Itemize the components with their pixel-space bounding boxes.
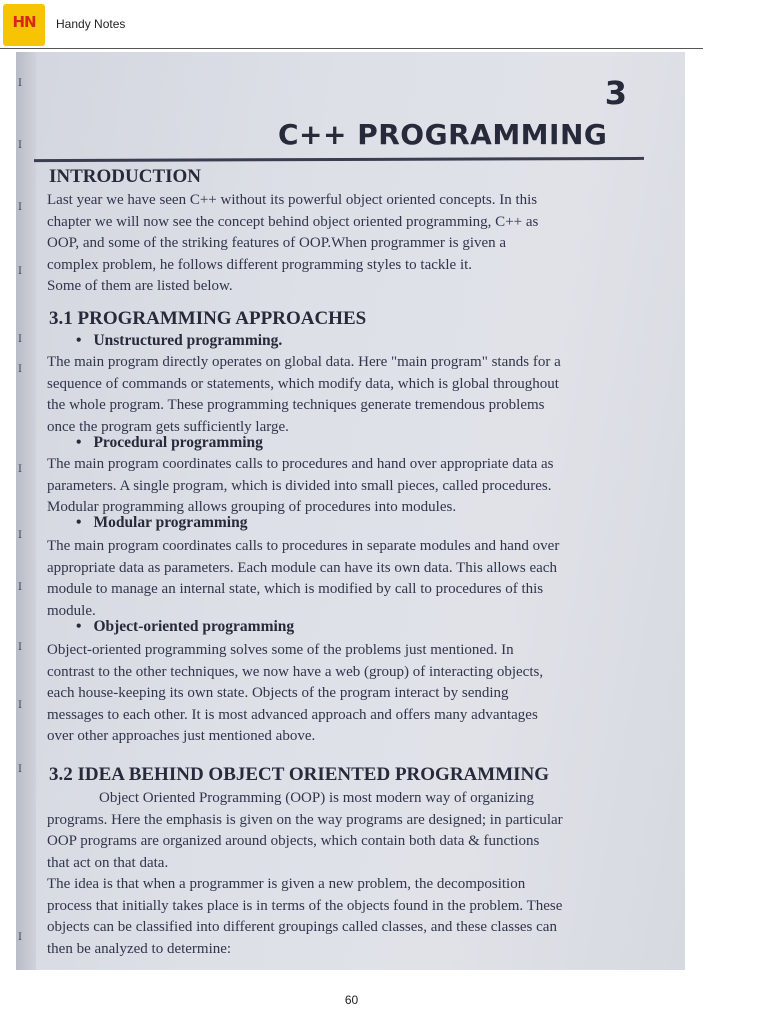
section-heading-3-1: 3.1 PROGRAMMING APPROACHES [49,308,367,329]
text-line: complex problem, he follows different programming styles to tackle it. [47,256,473,273]
text-line: over other approaches just mentioned above. [47,728,316,744]
text-line: OOP programs are organized around objects, which contain both data & functions [47,833,540,849]
page-binding-edge: I I I I I I I I I I I I I [16,52,36,970]
text-line: once the program gets sufficiently large. [47,418,289,435]
text-line: Some of them are listed below. [47,278,233,294]
logo-text: HN [12,13,36,31]
text-line: objects can be classified into different groupings called classes, and these classes can [47,919,557,935]
unstructured-paragraph [47,352,659,438]
text-line: that act on that data. [47,854,169,871]
bullet-icon: • [76,514,82,531]
text-line: The main program directly operates on global data. Here "main program" stands for a [47,354,561,370]
bullet-icon: • [76,332,82,349]
document-content [16,52,685,970]
chapter-title: C++ PROGRAMMING [278,118,608,151]
subheading-modular: • Modular programming [76,514,248,531]
subheading-unstructured: • Unstructured programming. [76,332,283,349]
text-line: process that initially takes place is in terms of the objects found in the problem. These [47,897,563,914]
text-line: parameters. A single program, which is divided into small pieces, called procedures. [47,477,552,494]
intro-heading: INTRODUCTION [49,166,202,187]
section-3-2-paragraph [47,788,659,960]
text-line: chapter we will now see the concept behind object oriented programming, C++ as [47,213,539,230]
subheading-object-oriented: • Object-oriented programming [76,618,295,635]
text-line: the whole program. These programming techniques generate tremendous problems [47,397,545,413]
document-page-photo [16,52,685,970]
text-line: Modular programming allows grouping of procedures into modules. [47,499,457,515]
text-line: appropriate data as parameters. Each module can have its own data. This allows each [47,559,557,576]
text-line: OOP, and some of the striking features of OOP.When programmer is given a [47,235,507,251]
text-line: The main program coordinates calls to procedures in separate modules and hand over [47,538,560,554]
text-line: Object-oriented programming solves some of the problems just mentioned. In [47,642,514,658]
text-line: module to manage an internal state, which is modified by call to procedures of this [47,581,544,597]
text-line: Last year we have seen C++ without its powerful object oriented concepts. In this [47,192,538,208]
text-line: each house-keeping its own state. Objects of the program interact by sending [47,685,509,701]
text-line: then be analyzed to determine: [47,940,232,957]
text-line: messages to each other. It is most advanced approach and offers many advantages [47,706,538,723]
modular-paragraph [47,536,659,622]
header-divider [0,48,703,49]
object-oriented-paragraph [47,640,659,748]
section-heading-3-2: 3.2 IDEA BEHIND OBJECT ORIENTED PROGRAMMING [49,764,550,785]
bullet-icon: • [76,618,82,635]
app-header [0,0,768,48]
text-line: The idea is that when a programmer is given a new problem, the decomposition [47,876,526,892]
intro-paragraph [47,190,659,298]
text-line: sequence of commands or statements, which modify data, which is global throughout [47,375,559,392]
chapter-number: 3 [604,74,627,112]
text-line: Object Oriented Programming (OOP) is most modern way of organizing [99,790,535,806]
procedural-paragraph [47,454,659,519]
bullet-icon: • [76,434,82,451]
text-line: contrast to the other techniques, we now have a web (group) of interacting objects, [47,663,544,680]
text-line: module. [47,602,96,619]
text-line: programs. Here the emphasis is given on the way programs are designed; in particular [47,811,563,828]
handy-notes-logo[interactable] [3,4,45,46]
app-title: Handy Notes [56,17,126,31]
subheading-procedural: • Procedural programming [76,434,263,451]
chapter-rule [34,157,644,162]
text-line: The main program coordinates calls to procedures and hand over appropriate data as [47,456,554,472]
page-number: 60 [344,993,359,1007]
